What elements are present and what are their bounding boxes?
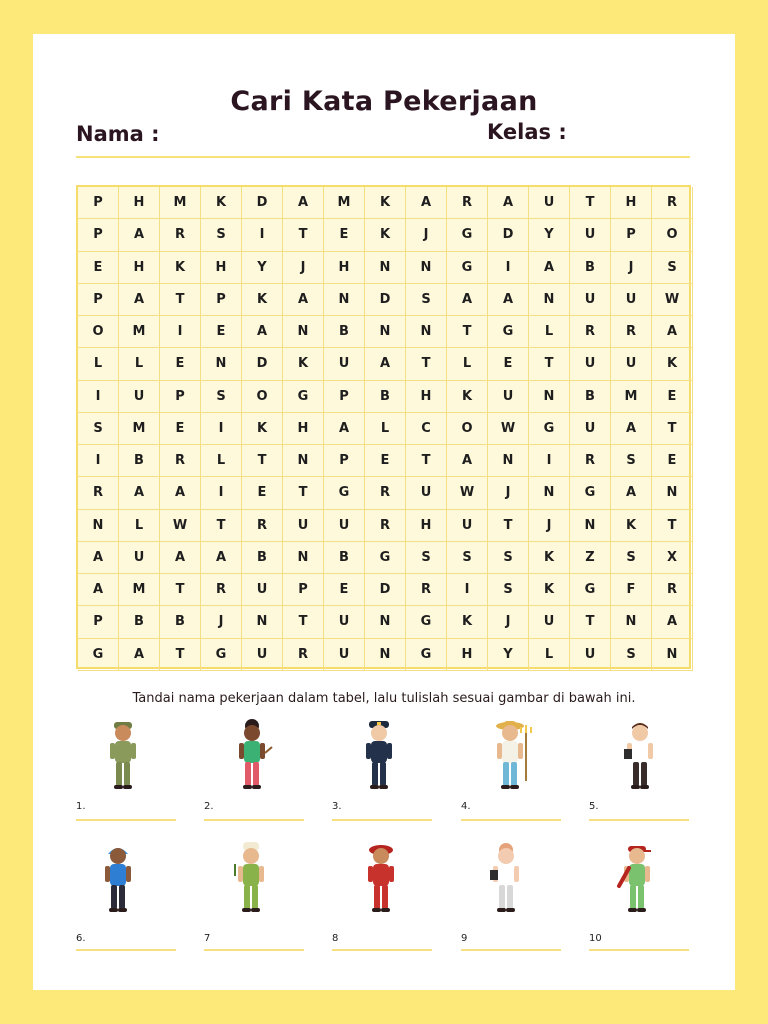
grid-cell[interactable]: H: [447, 639, 488, 671]
grid-cell[interactable]: H: [406, 381, 447, 413]
grid-cell[interactable]: N: [365, 606, 406, 638]
grid-cell[interactable]: A: [652, 316, 693, 348]
grid-cell[interactable]: E: [488, 348, 529, 380]
grid-cell[interactable]: I: [160, 316, 201, 348]
grid-cell[interactable]: N: [365, 639, 406, 671]
grid-cell[interactable]: R: [365, 510, 406, 542]
grid-cell[interactable]: S: [78, 413, 119, 445]
grid-cell[interactable]: T: [529, 348, 570, 380]
grid-cell[interactable]: O: [652, 219, 693, 251]
grid-cell[interactable]: N: [283, 445, 324, 477]
grid-cell[interactable]: N: [242, 606, 283, 638]
grid-cell[interactable]: T: [242, 445, 283, 477]
grid-cell[interactable]: N: [283, 542, 324, 574]
grid-cell[interactable]: G: [201, 639, 242, 671]
grid-cell[interactable]: T: [652, 510, 693, 542]
worksheet: [33, 34, 735, 990]
grid-cell[interactable]: N: [201, 348, 242, 380]
grid-cell[interactable]: I: [201, 413, 242, 445]
grid-cell[interactable]: M: [160, 187, 201, 219]
grid-cell[interactable]: A: [119, 219, 160, 251]
grid-cell[interactable]: G: [529, 413, 570, 445]
grid-cell[interactable]: B: [365, 381, 406, 413]
grid-cell[interactable]: A: [78, 542, 119, 574]
grid-cell[interactable]: T: [160, 284, 201, 316]
grid-cell[interactable]: E: [242, 477, 283, 509]
grid-cell[interactable]: I: [488, 252, 529, 284]
grid-cell[interactable]: T: [447, 316, 488, 348]
grid-cell[interactable]: H: [201, 252, 242, 284]
grid-cell[interactable]: R: [406, 574, 447, 606]
answer-number: 9: [461, 933, 468, 944]
grid-cell[interactable]: E: [365, 445, 406, 477]
grid-cell[interactable]: J: [529, 510, 570, 542]
grid-cell[interactable]: D: [242, 348, 283, 380]
grid-cell[interactable]: J: [611, 252, 652, 284]
grid-cell[interactable]: A: [324, 413, 365, 445]
grid-cell[interactable]: H: [611, 187, 652, 219]
grid-cell[interactable]: R: [242, 510, 283, 542]
name-class-line[interactable]: [76, 156, 690, 158]
grid-cell[interactable]: O: [242, 381, 283, 413]
grid-cell[interactable]: K: [529, 542, 570, 574]
answer-number: 7: [204, 933, 211, 944]
grid-cell[interactable]: U: [570, 639, 611, 671]
grid-cell[interactable]: U: [529, 606, 570, 638]
grid-cell[interactable]: J: [283, 252, 324, 284]
grid-cell[interactable]: J: [488, 477, 529, 509]
doctor-illustration: [618, 719, 662, 797]
grid-cell[interactable]: M: [324, 187, 365, 219]
grid-cell[interactable]: A: [160, 477, 201, 509]
grid-cell[interactable]: U: [324, 510, 365, 542]
grid-cell[interactable]: T: [406, 348, 447, 380]
grid-cell[interactable]: N: [283, 316, 324, 348]
answer-line[interactable]: [76, 949, 176, 951]
grid-cell[interactable]: I: [529, 445, 570, 477]
grid-cell[interactable]: P: [324, 381, 365, 413]
grid-cell[interactable]: U: [611, 284, 652, 316]
answer-line[interactable]: [332, 949, 432, 951]
grid-cell[interactable]: R: [283, 639, 324, 671]
grid-cell[interactable]: K: [242, 284, 283, 316]
answer-number: 4.: [461, 801, 471, 812]
grid-cell[interactable]: U: [570, 284, 611, 316]
grid-cell[interactable]: J: [488, 606, 529, 638]
grid-cell[interactable]: Y: [529, 219, 570, 251]
grid-cell[interactable]: E: [201, 316, 242, 348]
grid-cell[interactable]: N: [365, 252, 406, 284]
grid-cell[interactable]: A: [160, 542, 201, 574]
grid-cell[interactable]: G: [406, 606, 447, 638]
grid-cell[interactable]: R: [570, 316, 611, 348]
grid-cell[interactable]: P: [201, 284, 242, 316]
grid-cell[interactable]: A: [283, 187, 324, 219]
answer-line[interactable]: [76, 819, 176, 821]
grid-cell[interactable]: I: [242, 219, 283, 251]
grid-cell[interactable]: U: [324, 639, 365, 671]
grid-cell[interactable]: B: [119, 606, 160, 638]
grid-cell[interactable]: N: [406, 252, 447, 284]
grid-cell[interactable]: P: [160, 381, 201, 413]
grid-cell[interactable]: T: [488, 510, 529, 542]
grid-cell[interactable]: T: [406, 445, 447, 477]
grid-cell[interactable]: E: [324, 219, 365, 251]
grid-cell[interactable]: A: [242, 316, 283, 348]
grid-cell[interactable]: M: [611, 381, 652, 413]
grid-cell[interactable]: N: [406, 316, 447, 348]
grid-cell[interactable]: K: [529, 574, 570, 606]
grid-cell[interactable]: I: [201, 477, 242, 509]
grid-cell[interactable]: R: [652, 187, 693, 219]
answer-line[interactable]: [461, 949, 561, 951]
grid-cell[interactable]: N: [78, 510, 119, 542]
grid-cell[interactable]: P: [78, 219, 119, 251]
grid-cell[interactable]: W: [488, 413, 529, 445]
grid-cell[interactable]: H: [324, 252, 365, 284]
grid-cell[interactable]: D: [242, 187, 283, 219]
grid-cell[interactable]: L: [529, 316, 570, 348]
answer-line[interactable]: [589, 949, 689, 951]
grid-cell[interactable]: M: [119, 413, 160, 445]
grid-cell[interactable]: P: [78, 606, 119, 638]
grid-cell[interactable]: U: [119, 381, 160, 413]
grid-cell[interactable]: A: [119, 639, 160, 671]
grid-cell[interactable]: O: [78, 316, 119, 348]
answer-line[interactable]: [461, 819, 561, 821]
grid-cell[interactable]: T: [283, 219, 324, 251]
grid-cell[interactable]: U: [611, 348, 652, 380]
grid-cell[interactable]: N: [652, 477, 693, 509]
grid-cell[interactable]: L: [447, 348, 488, 380]
grid-cell[interactable]: N: [611, 606, 652, 638]
grid-cell[interactable]: L: [365, 413, 406, 445]
grid-cell[interactable]: S: [488, 574, 529, 606]
grid-cell[interactable]: D: [365, 574, 406, 606]
grid-cell[interactable]: I: [447, 574, 488, 606]
police-officer-illustration: [357, 719, 401, 797]
baseball-player-illustration: [615, 842, 659, 920]
word-search-grid[interactable]: [76, 185, 691, 669]
grid-cell[interactable]: E: [160, 348, 201, 380]
grid-cell[interactable]: K: [201, 187, 242, 219]
grid-cell[interactable]: R: [78, 477, 119, 509]
grid-cell[interactable]: N: [652, 639, 693, 671]
grid-cell[interactable]: G: [447, 252, 488, 284]
grid-cell[interactable]: S: [611, 445, 652, 477]
grid-cell[interactable]: J: [201, 606, 242, 638]
grid-cell[interactable]: P: [324, 445, 365, 477]
grid-cell[interactable]: A: [78, 574, 119, 606]
grid-cell[interactable]: P: [78, 187, 119, 219]
grid-cell[interactable]: K: [365, 219, 406, 251]
grid-cell[interactable]: A: [447, 445, 488, 477]
grid-cell[interactable]: B: [324, 316, 365, 348]
instruction-text: Tandai nama pekerjaan dalam tabel, lalu tulislah sesuai gambar di bawah ini.: [132, 691, 636, 706]
grid-cell[interactable]: T: [160, 574, 201, 606]
firefighter-illustration: [359, 842, 403, 920]
class-label: Kelas :: [487, 120, 567, 144]
grid-cell[interactable]: A: [406, 187, 447, 219]
grid-cell[interactable]: N: [570, 510, 611, 542]
grid-cell[interactable]: U: [570, 348, 611, 380]
grid-cell[interactable]: O: [447, 413, 488, 445]
answer-line[interactable]: [589, 819, 689, 821]
grid-cell[interactable]: I: [78, 445, 119, 477]
grid-cell[interactable]: W: [652, 284, 693, 316]
grid-cell[interactable]: B: [324, 542, 365, 574]
grid-cell[interactable]: E: [160, 413, 201, 445]
grid-cell[interactable]: U: [570, 219, 611, 251]
grid-cell[interactable]: L: [529, 639, 570, 671]
answer-line[interactable]: [204, 949, 304, 951]
grid-cell[interactable]: E: [652, 381, 693, 413]
grid-cell[interactable]: E: [324, 574, 365, 606]
answer-number: 8: [332, 933, 339, 944]
grid-cell[interactable]: A: [119, 284, 160, 316]
grid-cell[interactable]: U: [529, 187, 570, 219]
grid-cell[interactable]: F: [611, 574, 652, 606]
grid-cell[interactable]: W: [160, 510, 201, 542]
answer-number: 3.: [332, 801, 342, 812]
grid-cell[interactable]: G: [365, 542, 406, 574]
grid-cell[interactable]: A: [283, 284, 324, 316]
answer-number: 1.: [76, 801, 86, 812]
grid-cell[interactable]: B: [242, 542, 283, 574]
grid-cell[interactable]: A: [529, 252, 570, 284]
grid-cell[interactable]: M: [119, 574, 160, 606]
grid-cell[interactable]: P: [283, 574, 324, 606]
answer-number: 5.: [589, 801, 599, 812]
grid-cell[interactable]: N: [324, 284, 365, 316]
grid-cell[interactable]: K: [611, 510, 652, 542]
grid-cell[interactable]: B: [119, 445, 160, 477]
builder-illustration: [96, 842, 140, 920]
grid-cell[interactable]: N: [529, 477, 570, 509]
grid-cell[interactable]: B: [570, 381, 611, 413]
grid-cell[interactable]: J: [406, 219, 447, 251]
grid-cell[interactable]: K: [447, 381, 488, 413]
grid-cell[interactable]: A: [488, 284, 529, 316]
grid-cell[interactable]: U: [406, 477, 447, 509]
grid-cell[interactable]: N: [529, 284, 570, 316]
grid-cell[interactable]: U: [242, 574, 283, 606]
grid-cell[interactable]: S: [406, 284, 447, 316]
answer-line[interactable]: [332, 819, 432, 821]
grid-cell[interactable]: H: [119, 187, 160, 219]
grid-cell[interactable]: K: [160, 252, 201, 284]
grid-cell[interactable]: T: [652, 413, 693, 445]
grid-cell[interactable]: A: [201, 542, 242, 574]
grid-cell[interactable]: H: [283, 413, 324, 445]
answer-number: 10: [589, 933, 602, 944]
grid-cell[interactable]: A: [488, 187, 529, 219]
grid-cell[interactable]: R: [652, 574, 693, 606]
grid-cell[interactable]: S: [201, 381, 242, 413]
grid-cell[interactable]: S: [611, 542, 652, 574]
grid-cell[interactable]: R: [447, 187, 488, 219]
grid-cell[interactable]: S: [652, 252, 693, 284]
grid-cell[interactable]: T: [283, 606, 324, 638]
grid-cell[interactable]: T: [160, 639, 201, 671]
grid-cell[interactable]: S: [611, 639, 652, 671]
grid-cell[interactable]: X: [652, 542, 693, 574]
grid-cell[interactable]: U: [283, 510, 324, 542]
grid-cell[interactable]: A: [611, 413, 652, 445]
grid-cell[interactable]: U: [570, 413, 611, 445]
answer-line[interactable]: [204, 819, 304, 821]
nurse-illustration: [484, 842, 528, 920]
grid-cell[interactable]: G: [570, 574, 611, 606]
grid-cell[interactable]: S: [488, 542, 529, 574]
grid-cell[interactable]: A: [365, 348, 406, 380]
grid-cell[interactable]: K: [283, 348, 324, 380]
grid-cell[interactable]: L: [119, 510, 160, 542]
grid-cell[interactable]: S: [201, 219, 242, 251]
grid-cell[interactable]: S: [447, 542, 488, 574]
grid-cell[interactable]: L: [78, 348, 119, 380]
grid-cell[interactable]: L: [201, 445, 242, 477]
grid-cell[interactable]: D: [488, 219, 529, 251]
grid-cell[interactable]: G: [570, 477, 611, 509]
grid-cell[interactable]: A: [611, 477, 652, 509]
grid-cell[interactable]: K: [242, 413, 283, 445]
grid-cell[interactable]: K: [447, 606, 488, 638]
grid-cell[interactable]: S: [406, 542, 447, 574]
grid-cell[interactable]: G: [447, 219, 488, 251]
farmer-illustration: [488, 719, 532, 797]
grid-cell[interactable]: H: [119, 252, 160, 284]
grid-cell[interactable]: P: [611, 219, 652, 251]
grid-cell[interactable]: Y: [488, 639, 529, 671]
grid-cell[interactable]: R: [570, 445, 611, 477]
grid-cell[interactable]: A: [447, 284, 488, 316]
grid-cell[interactable]: I: [78, 381, 119, 413]
grid-cell[interactable]: A: [652, 606, 693, 638]
grid-cell[interactable]: U: [119, 542, 160, 574]
answer-number: 2.: [204, 801, 214, 812]
grid-cell[interactable]: E: [78, 252, 119, 284]
worksheet-title: Cari Kata Pekerjaan: [230, 86, 538, 117]
grid-cell[interactable]: P: [78, 284, 119, 316]
grid-cell[interactable]: W: [447, 477, 488, 509]
grid-cell[interactable]: T: [570, 606, 611, 638]
grid-cell[interactable]: U: [242, 639, 283, 671]
grid-cell[interactable]: B: [160, 606, 201, 638]
grid-cell[interactable]: U: [488, 381, 529, 413]
grid-cell[interactable]: T: [283, 477, 324, 509]
grid-cell[interactable]: R: [611, 316, 652, 348]
name-label: Nama :: [76, 122, 160, 146]
teacher-illustration: [230, 719, 274, 797]
grid-cell[interactable]: G: [283, 381, 324, 413]
grid-cell[interactable]: G: [324, 477, 365, 509]
grid-cell[interactable]: H: [406, 510, 447, 542]
grid-cell[interactable]: R: [160, 445, 201, 477]
grid-cell[interactable]: G: [78, 639, 119, 671]
grid-cell[interactable]: N: [365, 316, 406, 348]
grid-cell[interactable]: R: [201, 574, 242, 606]
grid-cell[interactable]: K: [652, 348, 693, 380]
grid-cell[interactable]: L: [119, 348, 160, 380]
grid-cell[interactable]: T: [570, 187, 611, 219]
answer-number: 6.: [76, 933, 86, 944]
grid-cell[interactable]: G: [406, 639, 447, 671]
grid-cell[interactable]: R: [365, 477, 406, 509]
grid-cell[interactable]: T: [201, 510, 242, 542]
grid-cell[interactable]: G: [488, 316, 529, 348]
grid-cell[interactable]: K: [365, 187, 406, 219]
grid-cell[interactable]: M: [119, 316, 160, 348]
chef-illustration: [229, 842, 273, 920]
grid-cell[interactable]: B: [570, 252, 611, 284]
grid-cell[interactable]: R: [160, 219, 201, 251]
grid-cell[interactable]: U: [324, 348, 365, 380]
grid-cell[interactable]: C: [406, 413, 447, 445]
soldier-illustration: [101, 719, 145, 797]
grid-cell[interactable]: N: [529, 381, 570, 413]
grid-cell[interactable]: Y: [242, 252, 283, 284]
grid-cell[interactable]: E: [652, 445, 693, 477]
grid-cell[interactable]: A: [119, 477, 160, 509]
grid-cell[interactable]: U: [447, 510, 488, 542]
grid-cell[interactable]: D: [365, 284, 406, 316]
grid-cell[interactable]: U: [324, 606, 365, 638]
grid-cell[interactable]: N: [488, 445, 529, 477]
grid-cell[interactable]: Z: [570, 542, 611, 574]
